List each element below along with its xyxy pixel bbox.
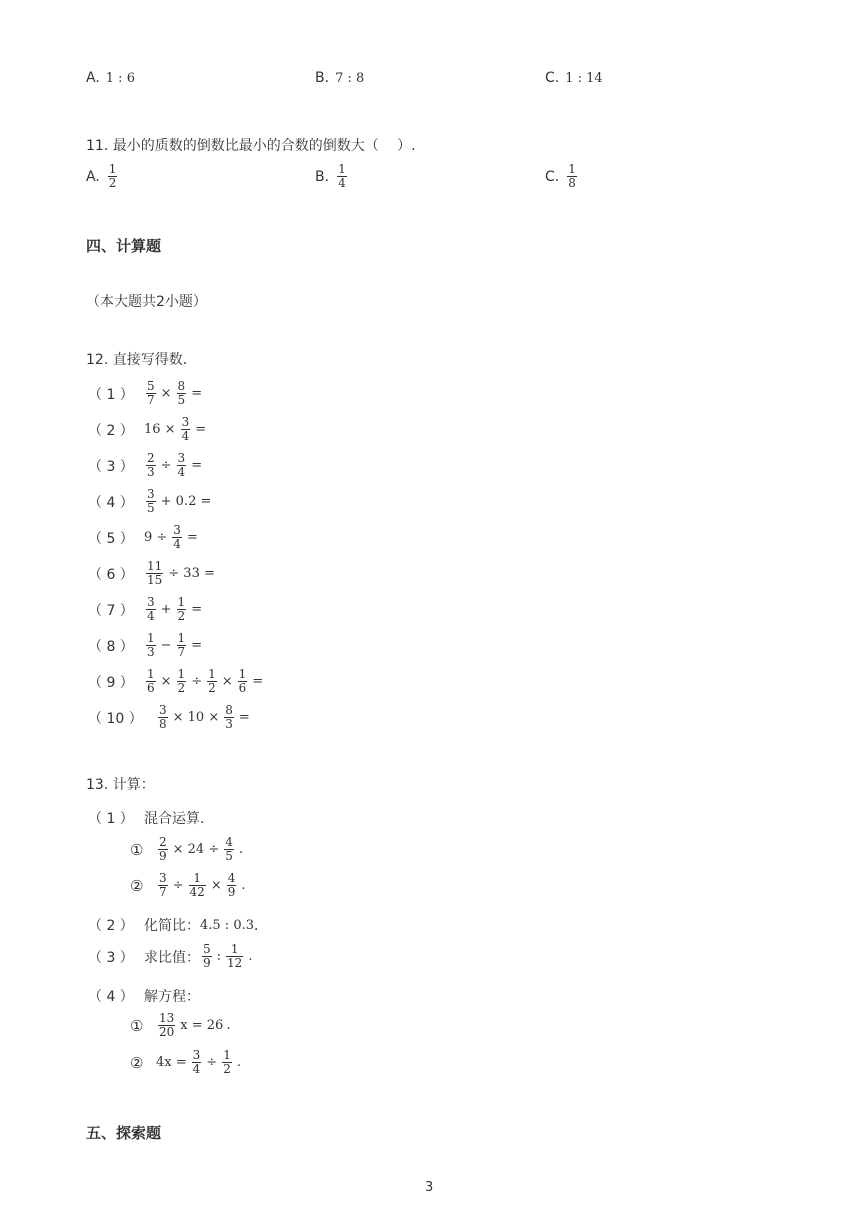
expression xyxy=(156,1049,241,1076)
option-letter: C. xyxy=(545,168,560,185)
operator: = xyxy=(195,422,207,437)
denominator: 2 xyxy=(208,681,216,695)
expression xyxy=(144,380,202,407)
q11-option-c xyxy=(545,163,579,190)
operator: ÷ xyxy=(191,674,203,689)
denominator: 5 xyxy=(147,501,155,515)
fraction xyxy=(177,596,187,623)
item-label: （ 6 ） xyxy=(88,566,134,583)
option-letter: B. xyxy=(315,70,330,86)
operator: 4x = xyxy=(156,1055,187,1070)
expression xyxy=(156,872,246,899)
operator: = xyxy=(191,638,203,653)
denominator: 2 xyxy=(177,681,186,695)
operator: x = 26 xyxy=(180,1018,224,1033)
expression xyxy=(144,668,263,695)
part-text: 化简比： xyxy=(144,918,200,934)
operator: . xyxy=(238,842,244,857)
q12-item xyxy=(88,380,202,407)
fraction xyxy=(181,416,191,443)
numerator: 4 xyxy=(227,871,236,885)
fraction xyxy=(172,524,182,551)
operator: = xyxy=(252,674,264,689)
expression xyxy=(144,632,202,659)
operator: . xyxy=(241,878,246,893)
denominator: 4 xyxy=(147,609,155,623)
expression xyxy=(144,452,202,479)
q12-item xyxy=(88,668,263,695)
denominator: 9 xyxy=(159,849,167,863)
option-fraction: $\frac{1}{8}$ xyxy=(568,162,576,190)
numerator: 8 xyxy=(177,379,186,393)
expression xyxy=(156,1012,230,1039)
denominator: 7 xyxy=(147,393,155,407)
fraction xyxy=(146,668,156,695)
part-end: ． xyxy=(254,918,268,934)
fraction xyxy=(158,1012,175,1039)
numerator: 1 xyxy=(208,667,216,681)
numerator: 3 xyxy=(159,703,167,717)
q13-p1-a xyxy=(130,836,243,863)
fraction xyxy=(224,704,234,731)
circled-number: ② xyxy=(130,876,144,895)
expression xyxy=(144,524,198,551)
numerator: 4 xyxy=(225,835,233,849)
operator: × 10 × xyxy=(172,710,220,725)
operator: . xyxy=(248,949,253,964)
denominator: 20 xyxy=(159,1025,175,1039)
numerator: 11 xyxy=(147,559,163,573)
denominator: 4 xyxy=(173,537,181,551)
option-value: 1 : 14 xyxy=(565,70,603,86)
q12-stem: 12. 直接写得数． xyxy=(86,352,197,368)
q13-stem: 13. 计算： xyxy=(86,777,155,793)
fraction xyxy=(224,836,234,863)
q12-item xyxy=(88,416,206,443)
numerator: 3 xyxy=(192,1048,201,1062)
fraction xyxy=(146,560,163,587)
numerator: 1 xyxy=(177,667,186,681)
expression xyxy=(156,836,243,863)
numerator: 1 xyxy=(238,667,247,681)
expression xyxy=(144,596,202,623)
option-letter: C. xyxy=(545,70,560,86)
denominator: 9 xyxy=(227,885,236,899)
operator: ÷ xyxy=(160,458,172,473)
option-fraction: $\frac{1}{2}$ xyxy=(108,162,117,190)
q10-option-c xyxy=(545,70,603,86)
expression xyxy=(156,704,250,731)
fraction xyxy=(207,668,217,695)
denominator: 4 xyxy=(192,1062,201,1076)
operator: = xyxy=(191,458,203,473)
section-heading: 五、探索题 xyxy=(86,1124,162,1142)
fraction xyxy=(177,668,187,695)
fraction xyxy=(227,872,237,899)
fraction xyxy=(192,1049,202,1076)
circled-number: ① xyxy=(130,840,144,859)
numerator: 1 xyxy=(147,667,155,681)
expression xyxy=(144,416,206,443)
numerator: 1 xyxy=(147,631,155,645)
part-label: （ 4 ） xyxy=(88,989,134,1005)
operator: − xyxy=(160,638,172,653)
numerator: 1 xyxy=(223,1048,231,1062)
numerator: 8 xyxy=(225,703,233,717)
operator: . xyxy=(236,1055,241,1070)
fraction xyxy=(146,380,156,407)
denominator: 2 xyxy=(223,1062,231,1076)
fraction xyxy=(226,943,243,970)
operator: : xyxy=(216,949,222,964)
numerator: 3 xyxy=(177,451,186,465)
item-label: （ 7 ） xyxy=(88,602,134,619)
part-text: 混合运算． xyxy=(144,811,214,827)
expression xyxy=(200,943,252,970)
q12-item xyxy=(88,488,211,515)
denominator: 12 xyxy=(227,956,243,970)
option-letter: A. xyxy=(86,168,100,185)
fraction xyxy=(177,452,187,479)
fraction xyxy=(146,452,156,479)
q12-item xyxy=(88,704,250,731)
ratio-expression: 4.5 : 0.3 xyxy=(200,917,254,933)
operator: = xyxy=(191,386,203,401)
fraction xyxy=(222,1049,232,1076)
numerator: 1 xyxy=(177,595,186,609)
q13-p1-b xyxy=(130,872,246,899)
fraction xyxy=(158,872,168,899)
operator: ÷ 33 = xyxy=(168,566,215,581)
fraction xyxy=(146,632,156,659)
item-label: （ 3 ） xyxy=(88,458,134,475)
q12-item xyxy=(88,452,202,479)
numerator: 3 xyxy=(173,523,181,537)
denominator: 6 xyxy=(147,681,155,695)
denominator: 3 xyxy=(147,465,155,479)
item-label: （ 5 ） xyxy=(88,530,134,547)
page-number: 3 xyxy=(425,1180,434,1195)
circled-number: ② xyxy=(130,1053,144,1072)
circled-number: ① xyxy=(130,1016,144,1035)
operator: × xyxy=(221,674,233,689)
fraction xyxy=(146,488,156,515)
denominator: 2 xyxy=(177,609,186,623)
operator: × 24 ÷ xyxy=(172,842,220,857)
operator: + xyxy=(160,602,172,617)
numerator: 13 xyxy=(159,1011,175,1025)
q13-part-2 xyxy=(88,915,268,935)
q10-option-b xyxy=(315,70,364,86)
part-text: 解方程： xyxy=(144,989,200,1005)
numerator: 5 xyxy=(147,379,155,393)
numerator: 3 xyxy=(181,415,190,429)
fraction xyxy=(158,836,168,863)
operator: + 0.2 = xyxy=(160,494,212,509)
q13-part-1 xyxy=(88,808,214,828)
denominator: 3 xyxy=(225,717,233,731)
fraction xyxy=(177,632,187,659)
denominator: 9 xyxy=(203,956,211,970)
operator: . xyxy=(226,1018,231,1033)
q11-stem: 11. 最小的质数的倒数比最小的合数的倒数大（ ）. xyxy=(86,138,416,154)
q13-part-3 xyxy=(88,943,252,970)
denominator: 8 xyxy=(159,717,167,731)
option-letter: A. xyxy=(86,70,100,86)
option-letter: B. xyxy=(315,168,330,185)
item-label: （ 8 ） xyxy=(88,638,134,655)
item-label: （ 1 ） xyxy=(88,386,134,403)
operator: 16 × xyxy=(144,422,176,437)
denominator: 4 xyxy=(177,465,186,479)
q13-part-4 xyxy=(88,986,200,1006)
option-value: 1 : 6 xyxy=(105,70,135,86)
q12-item xyxy=(88,560,215,587)
numerator: 3 xyxy=(147,487,155,501)
numerator: 2 xyxy=(159,835,167,849)
fraction xyxy=(177,380,187,407)
q13-p4-a xyxy=(130,1012,230,1039)
q12-item xyxy=(88,596,202,623)
item-label: （ 9 ） xyxy=(88,674,134,691)
operator: = xyxy=(191,602,203,617)
q10-option-a xyxy=(86,70,135,86)
operator: × xyxy=(160,386,172,401)
operator: ÷ xyxy=(172,878,184,893)
q12-item xyxy=(88,524,198,551)
numerator: 3 xyxy=(147,595,155,609)
denominator: 3 xyxy=(147,645,155,659)
fraction xyxy=(238,668,248,695)
numerator: 3 xyxy=(159,871,167,885)
fraction xyxy=(189,872,206,899)
operator: 9 ÷ xyxy=(144,530,168,545)
expression xyxy=(144,488,211,515)
part-label: （ 2 ） xyxy=(88,918,134,934)
denominator: 6 xyxy=(238,681,247,695)
denominator: 42 xyxy=(189,885,205,899)
q12-item xyxy=(88,632,202,659)
q13-p4-b xyxy=(130,1049,241,1076)
denominator: 5 xyxy=(225,849,233,863)
numerator: 2 xyxy=(147,451,155,465)
operator: × xyxy=(160,674,172,689)
item-label: （ 4 ） xyxy=(88,494,134,511)
operator: = xyxy=(186,530,198,545)
operator: × xyxy=(210,878,222,893)
q11-option-b xyxy=(315,163,349,190)
numerator: 1 xyxy=(177,631,186,645)
section-heading: 四、计算题 xyxy=(86,237,162,255)
fraction xyxy=(146,596,156,623)
section-note: （本大题共2小题） xyxy=(86,294,207,310)
item-label: （ 2 ） xyxy=(88,422,134,439)
numerator: 5 xyxy=(203,942,211,956)
denominator: 7 xyxy=(177,645,186,659)
expression xyxy=(144,560,215,587)
denominator: 4 xyxy=(181,429,190,443)
denominator: 15 xyxy=(147,573,163,587)
denominator: 5 xyxy=(177,393,186,407)
numerator: 1 xyxy=(230,942,239,956)
part-label: （ 3 ） xyxy=(88,949,134,966)
operator: = xyxy=(238,710,250,725)
option-value: 7 : 8 xyxy=(335,70,365,86)
part-text: 求比值： xyxy=(144,949,200,966)
denominator: 7 xyxy=(159,885,167,899)
operator: ÷ xyxy=(206,1055,218,1070)
q11-option-a xyxy=(86,163,119,190)
numerator: 1 xyxy=(193,871,201,885)
fraction xyxy=(202,943,212,970)
item-label: （ 10 ） xyxy=(88,710,143,727)
option-fraction: $\frac{1}{4}$ xyxy=(338,162,346,190)
part-label: （ 1 ） xyxy=(88,811,134,827)
fraction xyxy=(158,704,168,731)
